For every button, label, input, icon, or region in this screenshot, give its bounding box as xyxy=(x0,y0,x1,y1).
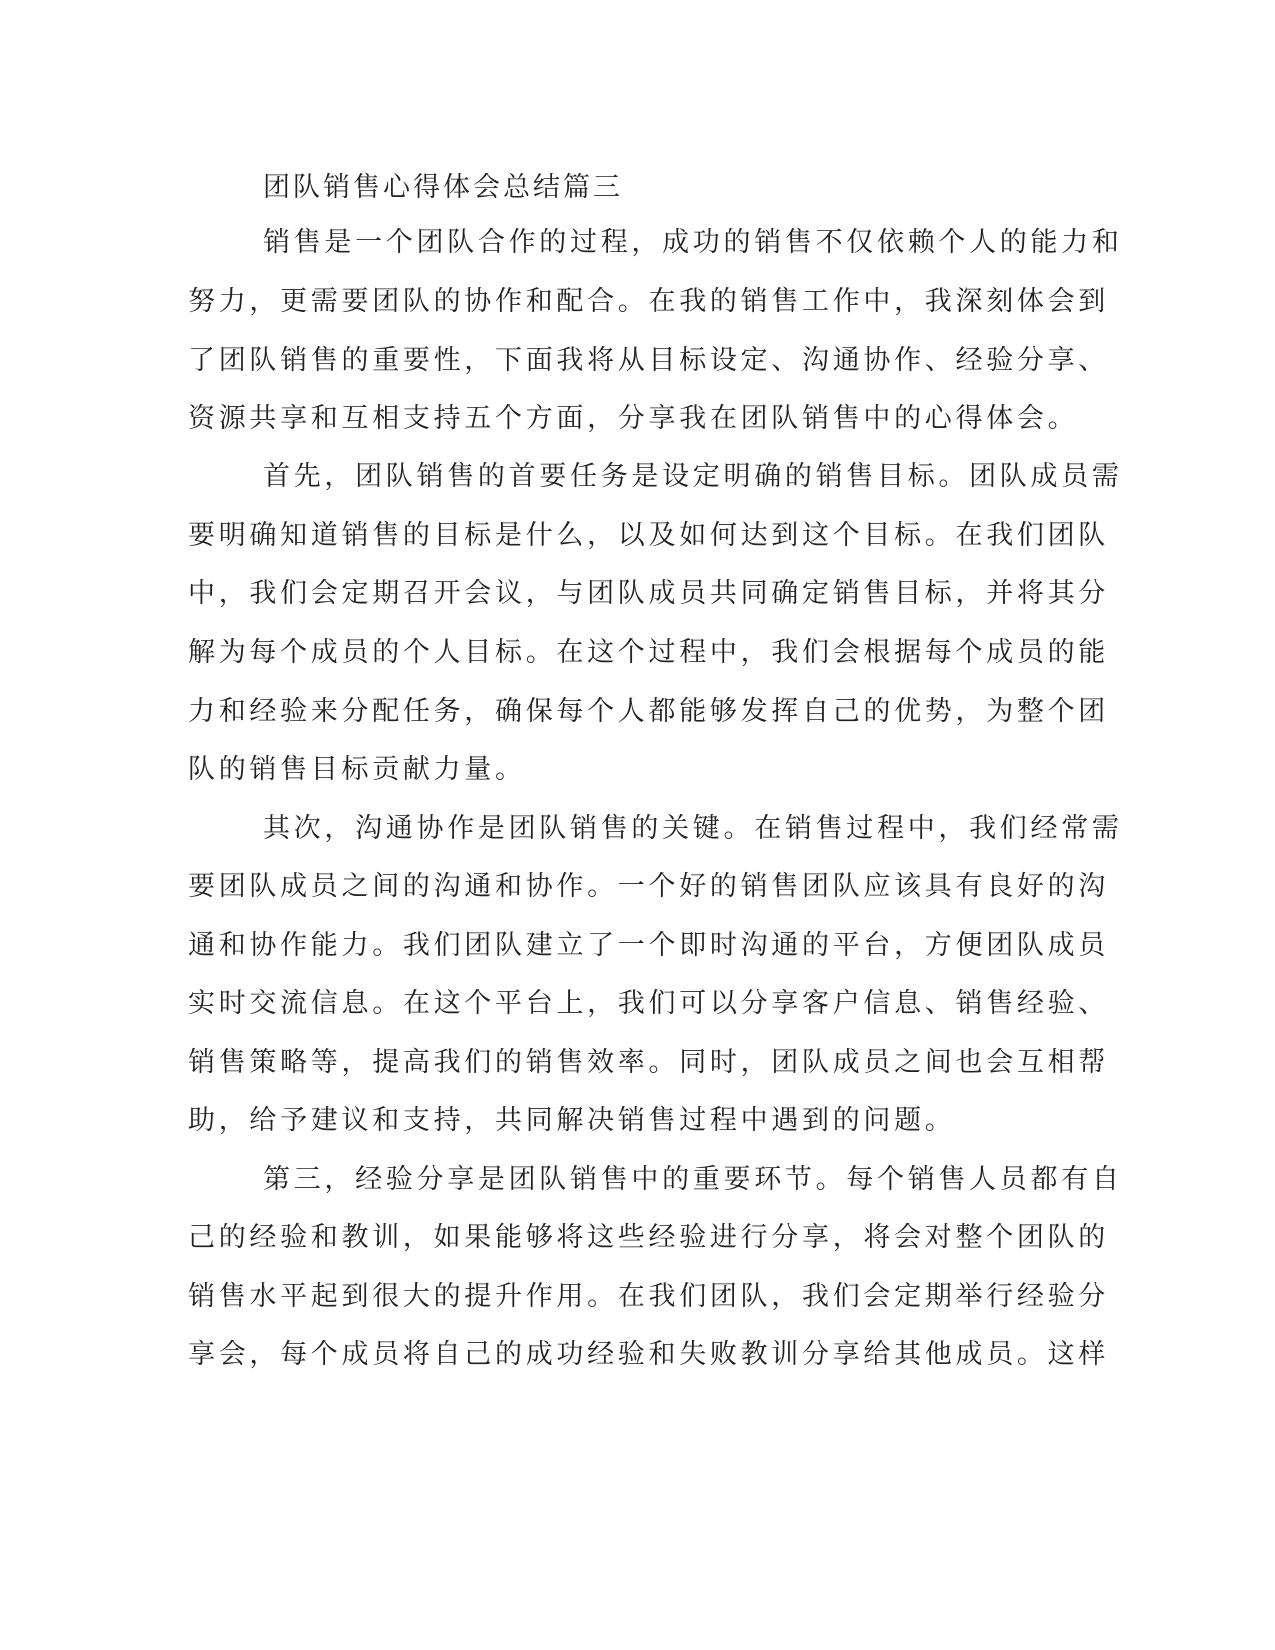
document-title: 团队销售心得体会总结篇三 xyxy=(263,172,623,203)
paragraph-2-line-6: 队的销售目标贡献力量。 xyxy=(188,754,526,785)
paragraph-2-line-4: 解为每个成员的个人目标。在这个过程中，我们会根据每个成员的能 xyxy=(188,637,1109,668)
paragraph-3-line-4: 实时交流信息。在这个平台上，我们可以分享客户信息、销售经验、 xyxy=(188,988,1109,1019)
paragraph-1-line-1: 销售是一个团队合作的过程，成功的销售不仅依赖个人的能力和 xyxy=(263,227,1123,258)
paragraph-4-line-3: 销售水平起到很大的提升作用。在我们团队，我们会定期举行经验分 xyxy=(188,1281,1109,1312)
paragraph-3-line-3: 通和协作能力。我们团队建立了一个即时沟通的平台，方便团队成员 xyxy=(188,930,1109,961)
paragraph-4-line-1: 第三，经验分享是团队销售中的重要环节。每个销售人员都有自 xyxy=(263,1164,1123,1195)
paragraph-2-line-1: 首先，团队销售的首要任务是设定明确的销售目标。团队成员需 xyxy=(263,461,1123,492)
paragraph-2-line-2: 要明确知道销售的目标是什么，以及如何达到这个目标。在我们团队 xyxy=(188,520,1109,551)
paragraph-4-line-2: 己的经验和教训，如果能够将这些经验进行分享，将会对整个团队的 xyxy=(188,1222,1109,1253)
paragraph-3-line-1: 其次，沟通协作是团队销售的关键。在销售过程中，我们经常需 xyxy=(263,813,1123,844)
paragraph-4-line-4: 享会，每个成员将自己的成功经验和失败教训分享给其他成员。这样 xyxy=(188,1339,1109,1370)
paragraph-3-line-2: 要团队成员之间的沟通和协作。一个好的销售团队应该具有良好的沟 xyxy=(188,871,1109,902)
paragraph-2-line-5: 力和经验来分配任务，确保每个人都能够发挥自己的优势，为整个团 xyxy=(188,696,1109,727)
paragraph-1-line-3: 了团队销售的重要性，下面我将从目标设定、沟通协作、经验分享、 xyxy=(188,345,1109,376)
paragraph-3-line-6: 助，给予建议和支持，共同解决销售过程中遇到的问题。 xyxy=(188,1105,956,1136)
paragraph-2-line-3: 中，我们会定期召开会议，与团队成员共同确定销售目标，并将其分 xyxy=(188,578,1109,609)
paragraph-1-line-4: 资源共享和互相支持五个方面，分享我在团队销售中的心得体会。 xyxy=(188,403,1079,434)
paragraph-3-line-5: 销售策略等，提高我们的销售效率。同时，团队成员之间也会互相帮 xyxy=(188,1047,1109,1078)
paragraph-1-line-2: 努力，更需要团队的协作和配合。在我的销售工作中，我深刻体会到 xyxy=(188,286,1109,317)
